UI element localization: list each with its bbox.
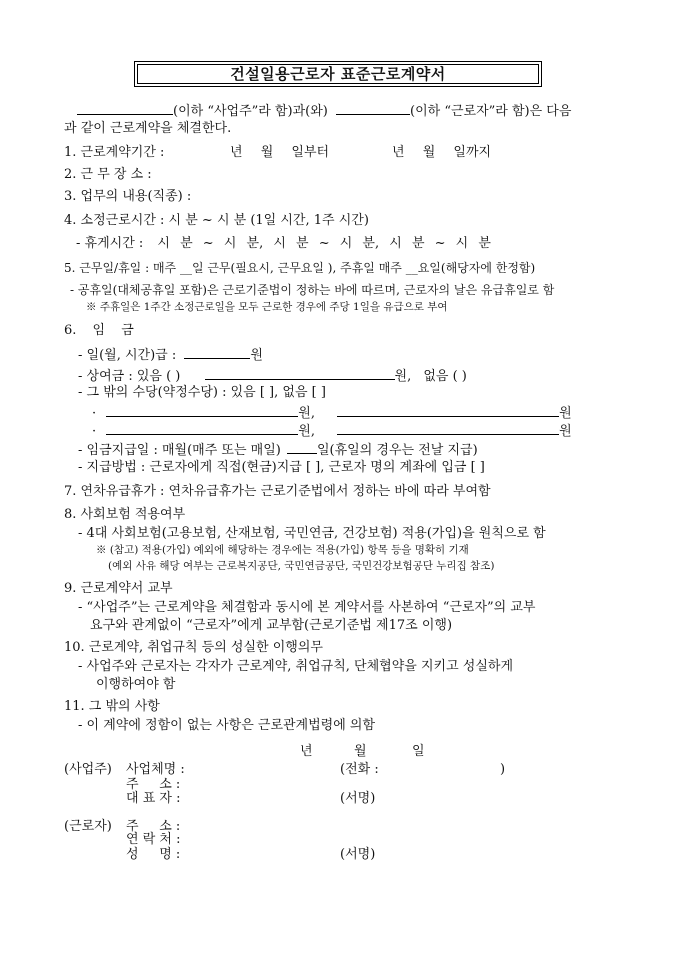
extra-allowance-unit: 원 xyxy=(559,406,572,421)
worker-name-label: 성 명 : xyxy=(126,847,181,862)
extra-allowance-blank[interactable] xyxy=(337,404,559,417)
date-year: 년 xyxy=(300,744,313,759)
social-insurance-label: 8. 사회보험 적용여부 xyxy=(64,507,186,522)
worker-suffix: (이하 “근로자”라 함)은 다음 xyxy=(410,104,572,119)
intro-line-1 xyxy=(77,102,571,118)
extra-allowance-blank[interactable] xyxy=(106,422,298,435)
worker-signature: (서명) xyxy=(340,847,376,862)
wage-amount-blank[interactable] xyxy=(184,346,250,359)
work-hours-label: 4. 소정근로시간 : xyxy=(64,213,165,228)
worker-address-label: 주 소 : xyxy=(126,819,181,834)
extra-allowance-unit: 원 xyxy=(559,424,572,439)
employer-address-label: 주 소 : xyxy=(126,777,181,792)
workday-line: 5. 근무일/휴일 : 매주 __일 근무(필요시, 근무요일 ), 주휴일 매주 __요일(해당자에 한정함) xyxy=(64,261,536,275)
duty-line-2: 이행하여야 함 xyxy=(96,677,176,692)
extra-allowance-blank[interactable] xyxy=(106,404,298,417)
date-month: 월 xyxy=(354,744,367,759)
employer-phone-label: (전화 : xyxy=(340,762,379,777)
bonus-line xyxy=(78,367,467,383)
social-insurance-note-2: (예외 사유 해당 여부는 근로복지공단, 국민연금공단, 국민건강보험공단 누리집 참조) xyxy=(108,560,495,572)
contract-period-to: 년 월 일까지 xyxy=(392,145,492,160)
contract-delivery-line-2: 요구와 관계없이 “근로자”에게 교부함(근로기준법 제17조 이행) xyxy=(90,618,453,633)
wage-unit: 원 xyxy=(250,348,263,363)
holiday-note: ※ 주휴일은 1주간 소정근로일을 모두 근로한 경우에 주당 1일을 유급으로 부여 xyxy=(86,301,448,313)
employer-name-blank[interactable] xyxy=(77,102,173,115)
break-time-text: 시 분 ~ 시 분, 시 분 ~ 시 분, 시 분 ~ 시 분 xyxy=(157,236,491,251)
worker-contact-label: 연 락 처 : xyxy=(126,832,181,847)
employer-company-label: 사업체명 : xyxy=(126,762,185,777)
page-title: 건설일용근로자 표준근로계약서 xyxy=(230,64,446,83)
payday-tail: 일(휴일의 경우는 전날 지급) xyxy=(316,443,478,458)
contract-delivery-label: 9. 근로계약서 교부 xyxy=(64,581,173,596)
worker-tag: (근로자) xyxy=(64,819,112,834)
employer-representative-label: 대 표 자 : xyxy=(126,791,181,806)
payday-blank[interactable] xyxy=(287,441,317,454)
wage-line xyxy=(78,346,263,362)
bonus-label: - 상여금 : 있음 ( ) xyxy=(78,369,181,384)
payday-line xyxy=(78,441,478,457)
extra-allowance-unit: 원, xyxy=(298,424,315,439)
duty-line-1: - 사업주와 근로자는 각자가 근로계약, 취업규칙, 단체협약을 지키고 성실하게 xyxy=(78,659,514,674)
worker-name-blank[interactable] xyxy=(336,102,410,115)
extra-allowance-unit: 원, xyxy=(298,406,315,421)
holiday-bullet: - 공휴일(대체공휴일 포함)은 근로기준법이 정하는 바에 따르며, 근로자의 날은 유급휴일로 함 xyxy=(70,283,555,297)
employer-suffix: (이하 “사업주”라 함)과(와) xyxy=(173,104,328,119)
job-description-label: 3. 업무의 내용(직종) : xyxy=(64,189,192,204)
payment-method-line: - 지급방법 : 근로자에게 직접(현금)지급 [ ], 근로자 명의 계좌에 입금 [ ] xyxy=(78,460,485,475)
bonus-none: 없음 ( ) xyxy=(423,369,467,384)
bonus-unit: 원, xyxy=(394,369,412,384)
date-day: 일 xyxy=(412,744,425,759)
social-insurance-bullet: - 4대 사회보험(고용보험, 산재보험, 국민연금, 건강보험) 적용(가입)을 원칙으로 함 xyxy=(78,526,546,541)
workplace-label: 2. 근 무 장 소 : xyxy=(64,167,152,182)
work-hours-line xyxy=(64,214,369,227)
wage-label: 6. 임 금 xyxy=(64,323,134,338)
intro-line-2: 과 같이 근로계약을 체결한다. xyxy=(64,121,232,136)
annual-leave-line: 7. 연차유급휴가 : 연차유급휴가는 근로기준법에서 정하는 바에 따라 부여함 xyxy=(64,484,491,499)
other-matters-label: 11. 그 밖의 사항 xyxy=(64,699,160,714)
duty-label: 10. 근로계약, 취업규칙 등의 성실한 이행의무 xyxy=(64,640,323,655)
employer-tag: (사업주) xyxy=(64,762,112,777)
bullet-dot: · xyxy=(92,424,97,439)
extra-allowance-blank[interactable] xyxy=(337,422,559,435)
break-time-label: - 휴게시간 : xyxy=(76,236,144,251)
payday-label: - 임금지급일 : 매월(매주 또는 매일) xyxy=(78,443,281,458)
extra-allowance-row-2 xyxy=(92,422,572,438)
contract-period-from: 년 월 일부터 xyxy=(230,145,330,160)
extra-allowance-line: - 그 밖의 수당(약정수당) : 있음 [ ], 없음 [ ] xyxy=(78,385,326,400)
bonus-amount-blank[interactable] xyxy=(205,367,395,380)
extra-allowance-row-1 xyxy=(92,404,572,420)
employer-phone-close: ) xyxy=(500,762,506,777)
bullet-dot: · xyxy=(92,406,97,421)
contract-delivery-line-1: - “사업주”는 근로계약을 체결함과 동시에 본 계약서를 사본하여 “근로자”의 교부 xyxy=(78,600,536,615)
other-matters-line: - 이 계약에 정함이 없는 사항은 근로관계법령에 의함 xyxy=(78,718,376,733)
employer-signature: (서명) xyxy=(340,791,376,806)
social-insurance-note-1: ※ (참고) 적용(가입) 예외에 해당하는 경우에는 적용(가입) 항목 등을 명확히 기재 xyxy=(96,544,469,556)
work-hours-time: 시 분 ~ 시 분 (1일 시간, 1주 시간) xyxy=(168,213,369,228)
contract-period-label: 1. 근로계약기간 : xyxy=(64,145,165,160)
break-time-line xyxy=(76,237,491,250)
wage-type-label: - 일(월, 시간)급 : xyxy=(78,348,177,363)
title-box xyxy=(134,61,542,87)
